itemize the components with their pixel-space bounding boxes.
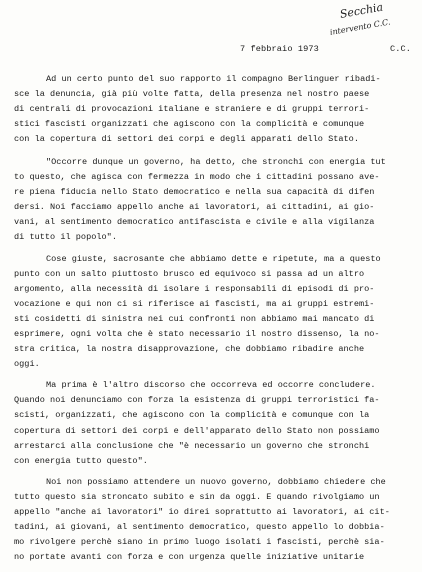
text-line: di centrali di provocazioni italiane e straniere e di gruppi terrori- <box>14 104 370 115</box>
text-line: oggi. <box>14 359 40 370</box>
text-line: dersi. Noi facciamo appello anche ai lavoratori, ai cittadini, ai gio- <box>14 202 375 213</box>
text-line: no portate avanti con forza e con urgenza quelle iniziative unitarie <box>14 552 365 563</box>
text-line: argomento, alla necessità di isolare i responsabili di episodi di pro- <box>14 283 375 294</box>
text-line: Cose giuste, sacrosante che abbiamo dette e ripetute, ma a questo <box>46 253 381 264</box>
text-line: copertura di settori dei corpi e dell'apparato dello Stato non possiamo <box>14 425 380 436</box>
paragraph-2 <box>14 155 418 246</box>
text-line: to questo, che agisca con fermezza in modo che i cittadini possano ave- <box>14 172 380 183</box>
paragraph-3 <box>14 252 418 373</box>
text-line: con la copertura di settori dei corpi e degli apparati dello Stato. <box>14 134 359 145</box>
text-line: stici fascisti organizzati che agiscono con la complicità e comunque <box>14 119 365 130</box>
handwritten-name: Secchia <box>338 0 384 21</box>
text-line: re piena fiducia nello Stato democratico e nella sua capacità di difen <box>14 187 375 198</box>
document-initials: C.C. <box>390 44 412 54</box>
text-line: mo rivolgere perchè siano in primo luogo isolati i fascisti, perchè sia- <box>14 537 385 548</box>
text-line: tutto questo sia stroncato subito e sin da oggi. E quando rivolgiamo un <box>14 491 380 502</box>
handwritten-note: intervento C.C. <box>329 17 392 37</box>
paragraph-1 <box>14 72 418 147</box>
text-line: con energia tutto questo". <box>14 455 148 466</box>
text-line: vani, al sentimento democratico antifascista e civile e alla vigilanza <box>14 217 375 228</box>
document-date: 7 febbraio 1973 <box>240 44 319 54</box>
text-line: "Occorre dunque un governo, ha detto, che stronchi con energia tut <box>46 156 386 167</box>
text-line: Quando noi denunciamo con forza la esistenza di gruppi terroristici fa- <box>14 395 380 406</box>
text-line: di tutto il popolo". <box>14 232 117 243</box>
text-line: appello "anche ai lavoratori" io direi soprattutto ai lavoratori, ai cit- <box>14 507 390 518</box>
document-body <box>14 72 418 565</box>
paragraph-4 <box>14 378 418 469</box>
text-line: scisti, organizzati, che agiscono con la complicità e comunque con la <box>14 410 370 421</box>
text-line: stra critica, la nostra disapprovazione, che dobbiamo ribadire anche <box>14 344 365 355</box>
text-line: tadini, ai giovani, al sentimento democratico, questo appello lo dobbia- <box>14 522 385 533</box>
text-line: esprimere, ogni volta che è stato necessario il nostro dissenso, la no- <box>14 329 380 339</box>
text-line: Ma prima è l'altro discorso che occorreva ed occorre concludere. <box>46 380 376 391</box>
paragraph-5 <box>14 475 418 566</box>
text-line: punto con un salto piuttosto brusco ed equivoco si passa ad un altro <box>14 268 365 279</box>
text-line: Noi non possiamo attendere un nuovo governo, dobbiamo chiedere che <box>46 476 386 487</box>
text-line: sce la denuncia, già più volte fatta, della presenza nel nostro paese <box>14 89 370 100</box>
text-line: Ad un certo punto del suo rapporto il compagno Berlinguer ribadi- <box>46 74 381 84</box>
text-line: vocazione e qui non ci si riferisce ai fascisti, ma ai gruppi estremi- <box>14 298 375 309</box>
text-line: arrestarci alla conclusione che "è necessario un governo che stronchi <box>14 440 370 451</box>
text-line: sti cosidetti di sinistra nei cui confronti non abbiamo mai mancato di <box>14 313 375 324</box>
